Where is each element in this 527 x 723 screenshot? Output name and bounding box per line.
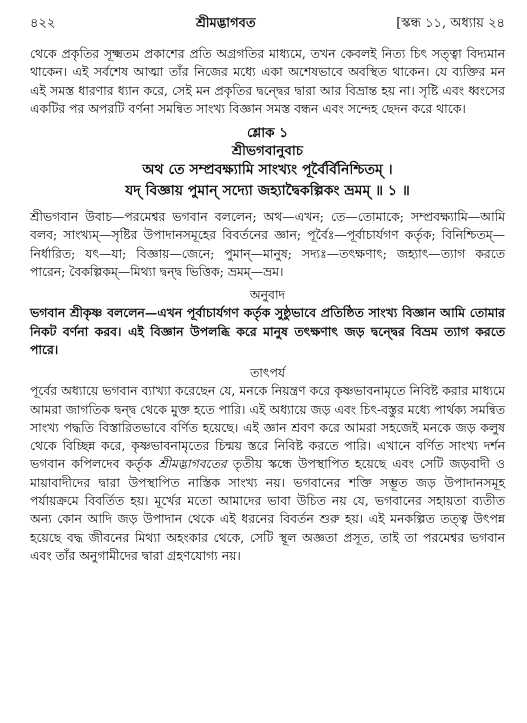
verse-line-1: অথ তে সম্প্রবক্ষ্যামি সাংখ্যং পূর্বৈর্বিনিশ্চিতম্ । bbox=[142, 162, 393, 179]
chapter-reference: [স্কন্ধ ১১, অধ্যায় ২৪ bbox=[396, 16, 505, 31]
book-title: শ্রীমদ্ভাগবত bbox=[195, 16, 256, 31]
word-meanings: শ্রীভগবান উবাচ—পরমেশ্বর ভগবান বললেন; অথ—এখন; তে—তোমাকে; সম্প্রবক্ষ্যামি—আমি বলব; সাংখ্যম্—সৃষ্টির উপাদানসমূহের বিবর্তনের জ্ঞান; পূর্বৈঃ—পূর্বাচার্যগণ কর্তৃক; বিনিশ্চিতম্—নির্ধারিত; যৎ—যা; বিজ্ঞায়—জেনে; পুমান্—মানুষ; সদ্যঃ—তৎক্ষণাৎ; জহ্যাৎ—ত্যাগ করতে পারেন; বৈকল্পিকম্—মিথ্যা দ্বন্দ্ব ভিত্তিক; ভ্রমম্—ভ্রম। bbox=[30, 209, 505, 280]
translation-heading: অনুবাদ bbox=[249, 287, 286, 303]
purport-italic-title: শ্রীমদ্ভাগবতের bbox=[158, 456, 227, 472]
translation-text: ভগবান শ্রীকৃষ্ণ বললেন—এখন পূর্বাচার্যগণ কর্তৃক সুষ্ঠুভাবে প্রতিষ্ঠিত সাংখ্য বিজ্ঞান আমি তোমার নিকট বর্ণনা করব। এই বিজ্ঞান উপলব্ধি করে মানুষ তৎক্ষণাৎ জড় দ্বন্দ্বের বিভ্রম ত্যাগ করতে পারে। bbox=[30, 305, 505, 357]
purport-text-part-1: পূর্বের অধ্যায়ে ভগবান ব্যাখ্যা করেছেন যে, মনকে নিয়ন্ত্রণ করে কৃষ্ণভাবনামৃতে নিবিষ্ট করার মাধ্যমে আমরা জাগতিক দ্বন্দ্ব থেকে মুক্ত হতে পারি। এই অধ্যায়ে জড় এবং চিৎ-বস্তুর মধ্যে পার্থক্য সমন্বিত সাংখ্য পদ্ধতি বিস্তারিতভাবে বর্ণিত হয়েছে। এই জ্ঞান শ্রবণ করে আমরা সহজেই মনকে জড় কলুষ থেকে বিচ্ছিন্ন করে, কৃষ্ণভাবনামৃতের চিন্ময় স্তরে নিবিষ্ট করতে পারি। এখানে বর্ণিত সাংখ্য দর্শন ভগবান কপিলদেব কর্তৃক bbox=[30, 383, 505, 472]
page-number: ৪২২ bbox=[30, 16, 56, 31]
page-header bbox=[30, 14, 505, 35]
verse-line-2: যদ্ বিজ্ঞায় পুমান্ সদ্যো জহ্যাদ্বৈকল্পিকং ভ্রমম্ ॥ ১ ॥ bbox=[125, 183, 410, 200]
purport-heading: তাৎপর্য bbox=[249, 365, 286, 381]
purport-text bbox=[30, 382, 505, 565]
intro-paragraph: থেকে প্রকৃতির সূক্ষ্মতম প্রকাশের প্রতি অগ্রগতির মাধ্যমে, তখন কেবলই নিত্য চিৎ সত্ত্বা বিদ্যমান থাকেন। এই সর্বশেষ আত্মা তাঁর নিজের মধ্যে একা অশেষভাবে অবস্থিত থাকেন। যে ব্যক্তির মন এই সমস্ত ধারণার ধ্যান করে, সেই মন প্রকৃতির দ্বন্দ্বের দ্বারা আর বিভ্রান্ত হয় না। সৃষ্টি এবং ধ্বংসের একটির পর অপরটি বর্ণনা সমন্বিত সাংখ্য বিজ্ঞান সমস্ত বন্ধন এবং সন্দেহ ছেদন করে থাকে। bbox=[30, 46, 505, 116]
purport-text-part-2: তৃতীয় স্কন্ধে উপস্থাপিত হয়েছে এবং সেটি জড়বাদী ও মায়াবাদীদের দ্বারা উপস্থাপিত নাস্তিক সাংখ্য নয়। ভগবানের শক্তি সম্ভূত জড় উপাদানসমূহ পর্যায়ক্রমে বিবর্তিত হয়। মূর্খের মতো আমাদের ভাবা উচিত নয় যে, ভগবানের সহায়তা ব্যতীত অন্য কোন আদি জড় উপাদান থেকে এই ধরনের বিবর্তন শুরু হয়। এই মনকল্পিত তত্ত্ব উৎপন্ন হয়েছে বদ্ধ জীবনের মিথ্যা অহংকার থেকে, সেটি স্থূল অজ্ঞতা প্রসূত, তাই তা পরমেশ্বর ভগবান এবং তাঁর অনুগামীদের দ্বারা গ্রহণযোগ্য নয়। bbox=[30, 456, 506, 563]
sloka-heading: শ্লোক ১ bbox=[246, 125, 289, 142]
sloka-speaker: শ্রীভগবানুবাচ bbox=[231, 143, 304, 160]
